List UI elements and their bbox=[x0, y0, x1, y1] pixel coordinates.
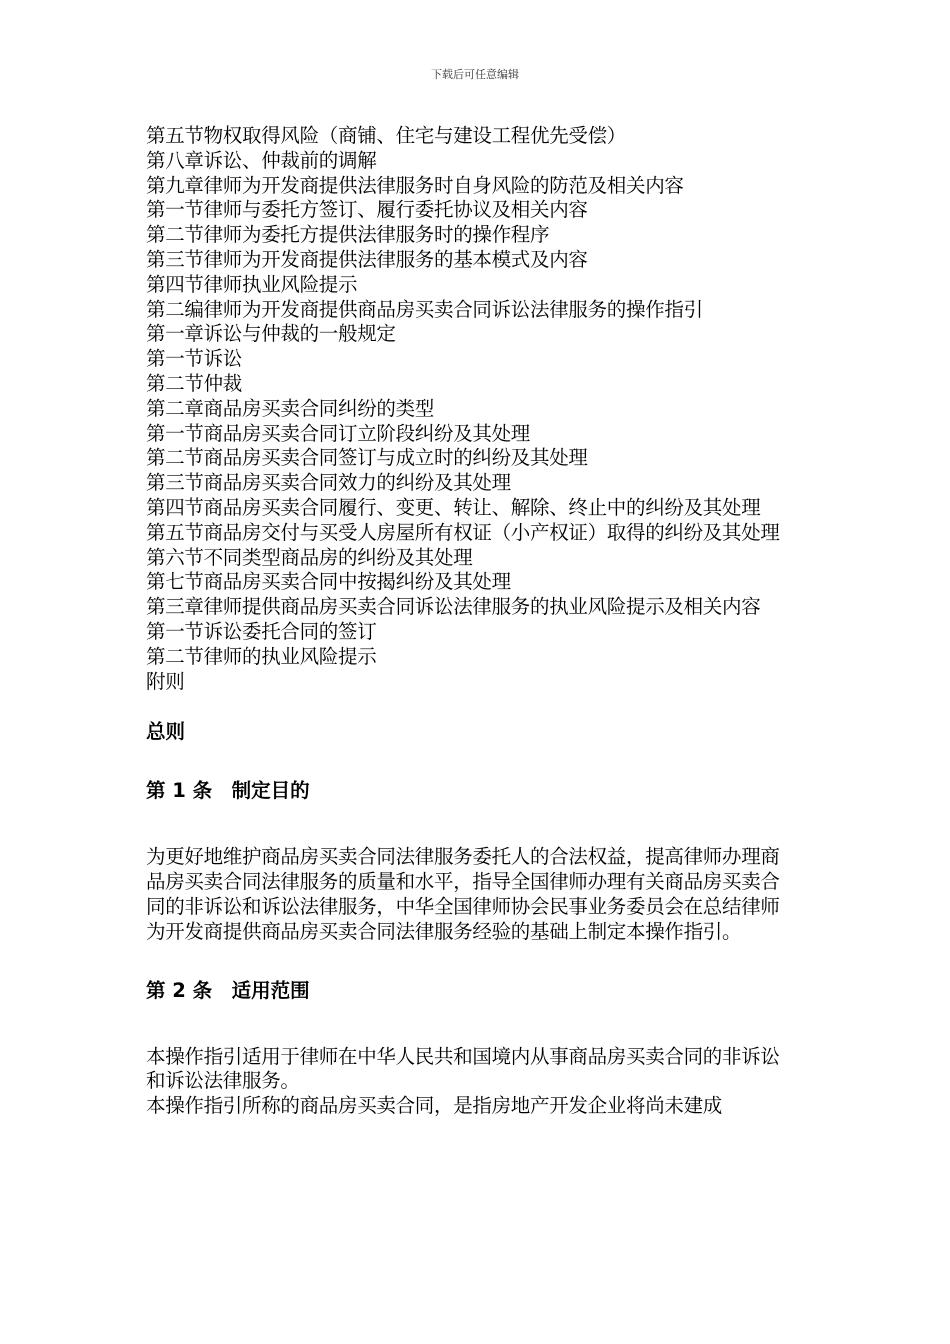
toc-item: 第二章商品房买卖合同纠纷的类型 bbox=[146, 396, 435, 420]
document-body bbox=[146, 124, 794, 1119]
toc-item: 第三节商品房买卖合同效力的纠纷及其处理 bbox=[146, 471, 511, 495]
table-of-contents bbox=[146, 124, 794, 694]
toc-item: 第二节商品房买卖合同签订与成立时的纠纷及其处理 bbox=[146, 446, 588, 470]
article-1-heading: 第 1 条 制定目的 bbox=[146, 779, 310, 803]
toc-item: 第二节律师的执业风险提示 bbox=[146, 644, 377, 668]
toc-item: 第一章诉讼与仲裁的一般规定 bbox=[146, 322, 396, 346]
toc-item: 第五节商品房交付与买受人房屋所有权证（小产权证）取得的纠纷及其处理 bbox=[146, 520, 780, 544]
toc-item: 第七节商品房买卖合同中按揭纠纷及其处理 bbox=[146, 570, 511, 594]
toc-item: 第三章律师提供商品房买卖合同诉讼法律服务的执业风险提示及相关内容 bbox=[146, 595, 761, 619]
toc-item: 第八章诉讼、仲裁前的调解 bbox=[146, 148, 377, 172]
article-2-body-2: 本操作指引所称的商品房买卖合同，是指房地产开发企业将尚未建成 bbox=[146, 1094, 723, 1118]
toc-item: 第九章律师为开发商提供法律服务时自身风险的防范及相关内容 bbox=[146, 173, 684, 197]
toc-item: 第一节商品房买卖合同订立阶段纠纷及其处理 bbox=[146, 421, 531, 445]
toc-item: 第四节商品房买卖合同履行、变更、转让、解除、终止中的纠纷及其处理 bbox=[146, 495, 761, 519]
toc-item: 第三节律师为开发商提供法律服务的基本模式及内容 bbox=[146, 247, 588, 271]
toc-item: 第一节诉讼委托合同的签订 bbox=[146, 619, 377, 643]
page-header-note: 下载后可任意编辑 bbox=[431, 68, 519, 81]
toc-item: 第五节物权取得风险（商铺、住宅与建设工程优先受偿） bbox=[146, 124, 627, 147]
toc-item: 附则 bbox=[146, 669, 185, 693]
article-2-heading: 第 2 条 适用范围 bbox=[146, 978, 310, 1002]
article-1-body: 为更好地维护商品房买卖合同法律服务委托人的合法权益，提高律师办理商品房买卖合同法律服务的质量和水平，指导全国律师办理有关商品房买卖合同的非诉讼和诉讼法律服务，中华全国律师协会民事业务委员会在总结律师为开发商提供商品房买卖合同法律服务经验的基础上制定本操作指引。 bbox=[146, 845, 780, 943]
article-2-body-1: 本操作指引适用于律师在中华人民共和国境内从事商品房买卖合同的非诉讼和诉讼法律服务。 bbox=[146, 1044, 780, 1093]
toc-item: 第六节不同类型商品房的纠纷及其处理 bbox=[146, 545, 473, 569]
general-provisions-title: 总则 bbox=[146, 720, 186, 744]
toc-item: 第二编律师为开发商提供商品房买卖合同诉讼法律服务的操作指引 bbox=[146, 297, 703, 321]
toc-item: 第二节律师为委托方提供法律服务时的操作程序 bbox=[146, 223, 550, 247]
toc-item: 第四节律师执业风险提示 bbox=[146, 272, 358, 296]
toc-item: 第一节律师与委托方签订、履行委托协议及相关内容 bbox=[146, 198, 588, 222]
toc-item: 第一节诉讼 bbox=[146, 347, 243, 371]
toc-item: 第二节仲裁 bbox=[146, 371, 243, 395]
